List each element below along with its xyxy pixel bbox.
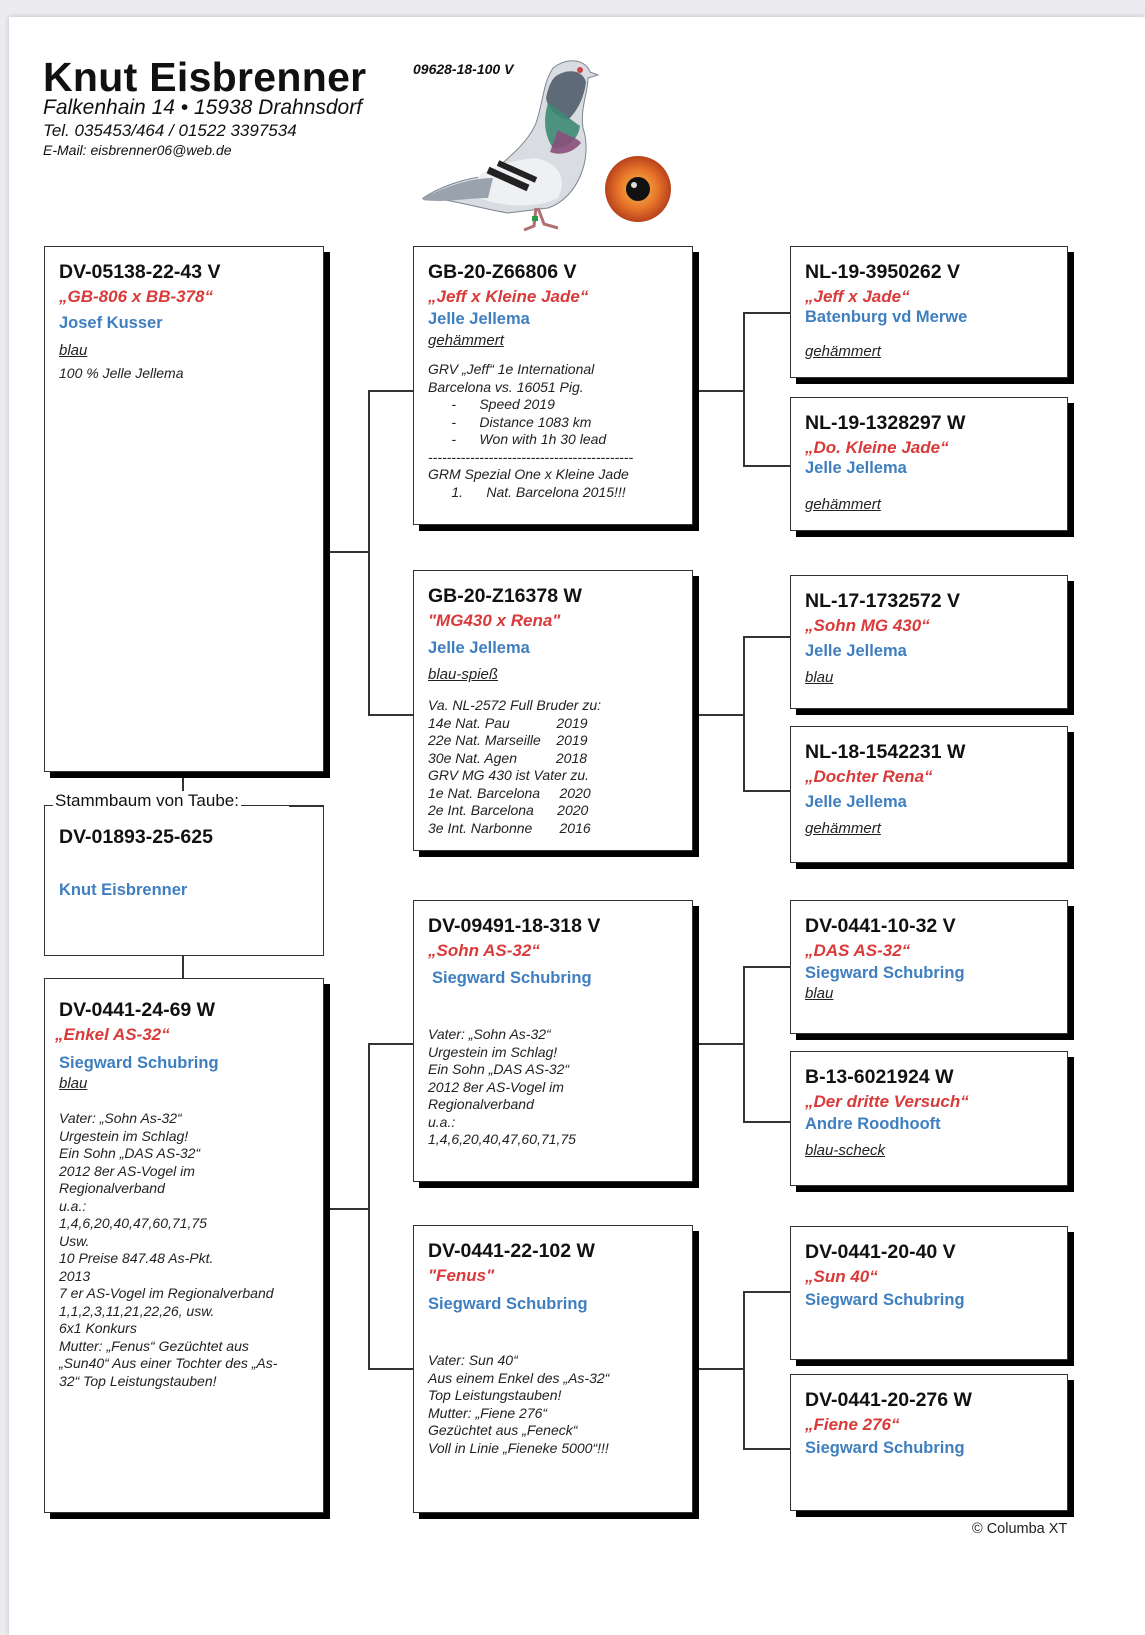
connector-line <box>323 1208 369 1210</box>
grandfather-maternal-card[interactable] <box>413 900 693 1182</box>
great-grandparent-card[interactable] <box>790 1374 1068 1511</box>
connector-line <box>743 312 745 465</box>
great-grandparent-card[interactable] <box>790 575 1068 709</box>
connector-line <box>743 636 745 790</box>
connector-line <box>743 636 790 638</box>
breeder-name: Jelle Jellema <box>805 459 907 477</box>
connector-line <box>289 805 323 807</box>
connector-line <box>743 966 790 968</box>
pedigree-note: 100 % Jelle Jellema <box>59 365 184 381</box>
connector-line <box>743 1121 790 1123</box>
connector-line <box>743 790 790 792</box>
feather-color: blau <box>805 669 834 686</box>
nickname: „Jeff x Kleine Jade“ <box>428 287 589 306</box>
grandmother-maternal-card[interactable] <box>413 1225 693 1513</box>
feather-color: gehämmert <box>805 820 881 837</box>
owner-address: Falkenhain 14 • 15938 Drahnsdorf <box>43 96 363 119</box>
nickname: „GB-806 x BB-378“ <box>59 287 214 306</box>
pedigree-note: Va. NL-2572 Full Bruder zu: 14e Nat. Pau 2019 22e Nat. Marseille 2019 30e Nat. Agen 2018 GRV MG 430 ist Vater zu. 1e Nat. Barcelona 2020 2e Int. Barcelona 2020 3e Int. Narbonne 2016 <box>428 697 602 836</box>
ring-number: NL-19-1328297 W <box>805 412 966 434</box>
breeder-name: Siegward Schubring <box>805 1439 965 1457</box>
father-card[interactable] <box>44 246 324 772</box>
feather-color: blau <box>59 1075 88 1092</box>
subject-label: Stammbaum von Taube: <box>55 791 239 810</box>
ring-number: B-13-6021924 W <box>805 1066 954 1088</box>
nickname: "Fenus" <box>428 1266 495 1285</box>
great-grandparent-card[interactable] <box>790 900 1068 1034</box>
nickname: „Sohn MG 430“ <box>805 616 930 635</box>
pigeon-photo-icon <box>418 48 608 238</box>
connector-line <box>323 551 369 553</box>
great-grandparent-card[interactable] <box>790 246 1068 378</box>
connector-line <box>693 390 743 392</box>
feather-color: gehämmert <box>428 332 504 349</box>
breeder-name: Siegward Schubring <box>805 964 965 982</box>
owner-phone: Tel. 035453/464 / 01522 3397534 <box>43 121 297 140</box>
ring-number: GB-20-Z16378 W <box>428 585 582 607</box>
mother-card[interactable] <box>44 978 324 1513</box>
ring-number: DV-0441-10-32 V <box>805 915 956 937</box>
breeder-name: Siegward Schubring <box>805 1291 965 1309</box>
grandfather-paternal-card[interactable] <box>413 246 693 525</box>
connector-line <box>368 390 370 715</box>
ring-number: DV-0441-20-276 W <box>805 1389 972 1411</box>
nickname: "MG430 x Rena" <box>428 611 561 630</box>
pedigree-note: Vater: „Sohn As-32“ Urgestein im Schlag! Ein Sohn „DAS AS-32“ 2012 8er AS-Vogel im Regionalverband u.a.: 1,4,6,20,40,47,60,71,75 <box>428 1026 576 1147</box>
subject-ring-number: DV-01893-25-625 <box>59 826 213 848</box>
breeder-name: Jelle Jellema <box>428 639 530 657</box>
pigeon-eye-photo-icon <box>603 154 673 224</box>
nickname: „Fiene 276“ <box>805 1415 900 1434</box>
owner-email: E-Mail: eisbrenner06@web.de <box>43 142 232 158</box>
feather-color: blau <box>59 342 88 359</box>
breeder-name: Jelle Jellema <box>805 793 907 811</box>
breeder-name: Batenburg vd Merwe <box>805 308 968 326</box>
connector-line <box>368 714 413 716</box>
connector-line <box>693 1043 743 1045</box>
owner-name: Knut Eisbrenner <box>43 54 367 100</box>
pedigree-note: GRV „Jeff“ 1e International Barcelona vs. 16051 Pig. - Speed 2019 - Distance 1083 km - Won with 1h 30 lead -------------------------------------------- GRM Spezial One x Kleine Jade 1. Nat. Barcelona 2015!!! <box>428 361 634 500</box>
ring-number: DV-0441-22-102 W <box>428 1240 595 1262</box>
breeder-name: Siegward Schubring <box>59 1054 219 1072</box>
connector-line <box>743 312 790 314</box>
great-grandparent-card[interactable] <box>790 1226 1068 1360</box>
feather-color: blau-scheck <box>805 1142 886 1159</box>
breeder-name: Siegward Schubring <box>428 1295 588 1313</box>
connector-line <box>368 1043 370 1368</box>
nickname: „Enkel AS-32“ <box>55 1025 170 1044</box>
connector-line <box>743 465 790 467</box>
connector-line <box>743 1448 790 1450</box>
great-grandparent-card[interactable] <box>790 726 1068 863</box>
breeder-name: Siegward Schubring <box>432 969 592 987</box>
breeder-name: Jelle Jellema <box>428 310 530 328</box>
feather-color: blau-spieß <box>428 666 499 683</box>
nickname: „Der dritte Versuch“ <box>805 1092 969 1111</box>
connector-line <box>743 966 745 1121</box>
ring-number: GB-20-Z66806 V <box>428 261 577 283</box>
photo-ring-number: 09628-18-100 V <box>413 61 514 77</box>
pedigree-note: Vater: Sun 40“ Aus einem Enkel des „As-32“ Top Leistungstauben! Mutter: „Fiene 276“ Gezüchtet aus „Feneck“ Voll in Linie „Fieneke 5000“!!! <box>428 1352 610 1456</box>
pedigree-note: Vater: „Sohn As-32“ Urgestein im Schlag! Ein Sohn „DAS AS-32“ 2012 8er AS-Vogel im Regionalverband u.a.: 1,4,6,20,40,47,60,71,75 Usw. 10 Preise 847.48 As-Pkt. 2013 7 er AS-Vogel im Regionalverband 1,1,2,3,11,21,22,26, usw. 6x1 Konkurs Mutter: „Fenus“ Gezüchtet aus „Sun40“ Aus einer Tochter des „As- 32“ Top Leistungstauben! <box>59 1110 278 1389</box>
ring-number: NL-18-1542231 W <box>805 741 966 763</box>
ring-number: DV-05138-22-43 V <box>59 261 221 283</box>
grandmother-paternal-card[interactable] <box>413 570 693 851</box>
subject-breeder: Knut Eisbrenner <box>59 881 188 899</box>
feather-color: gehämmert <box>805 343 881 360</box>
connector-line <box>368 1043 413 1045</box>
ring-number: NL-19-3950262 V <box>805 261 961 283</box>
connector-line <box>743 1291 790 1293</box>
breeder-name: Jelle Jellema <box>805 642 907 660</box>
feather-color: blau <box>805 985 834 1002</box>
great-grandparent-card[interactable] <box>790 1051 1068 1186</box>
nickname: „Sun 40“ <box>805 1267 878 1286</box>
connector-line <box>368 390 413 392</box>
connector-line <box>182 955 184 978</box>
subject-card[interactable] <box>44 805 324 956</box>
copyright-footer: © Columba XT <box>972 1521 1068 1537</box>
breeder-name: Andre Roodhooft <box>805 1115 941 1133</box>
nickname: „DAS AS-32“ <box>805 941 911 960</box>
nickname: „Dochter Rena“ <box>805 767 933 786</box>
ring-number: NL-17-1732572 V <box>805 590 961 612</box>
ring-number: DV-09491-18-318 V <box>428 915 601 937</box>
nickname: „Sohn AS-32“ <box>428 941 540 960</box>
nickname: „Do. Kleine Jade“ <box>805 438 949 457</box>
great-grandparent-card[interactable] <box>790 397 1068 531</box>
nickname: „Jeff x Jade“ <box>805 287 910 306</box>
breeder-name: Josef Kusser <box>59 314 163 332</box>
connector-line <box>743 1291 745 1448</box>
ring-number: DV-0441-24-69 W <box>59 999 216 1021</box>
connector-line <box>693 1368 743 1370</box>
ring-number: DV-0441-20-40 V <box>805 1241 956 1263</box>
connector-line <box>368 1368 413 1370</box>
feather-color: gehämmert <box>805 496 881 513</box>
connector-line <box>693 714 743 716</box>
